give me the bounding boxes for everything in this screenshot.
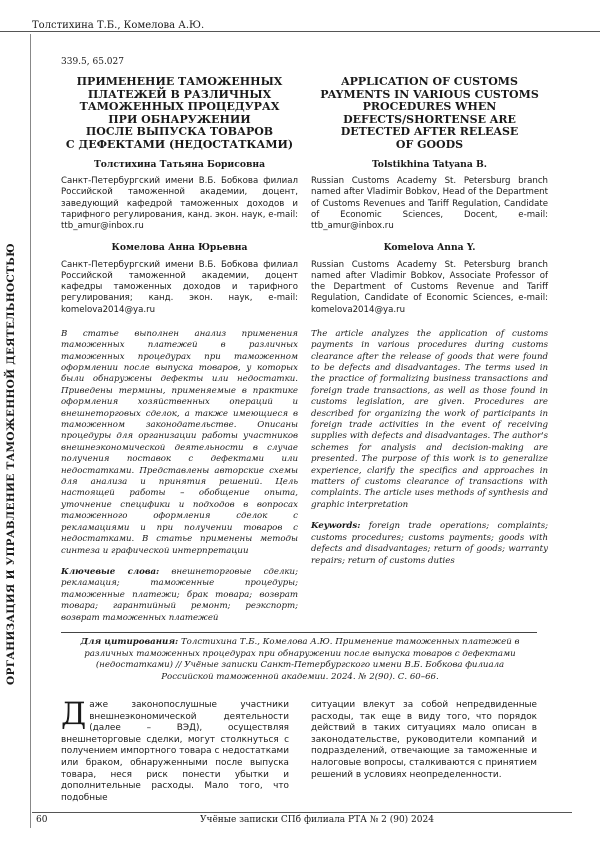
en-title: APPLICATION OF CUSTOMS PAYMENTS IN VARIOUS CUSTOMS PROCEDURES WHEN DEFECTS/SHORTENSE ARE DETECTED AFTER RELEASE OF GOODS [320,75,539,151]
journal-footer: Учёные записки СПб филиала РТА № 2 (90) 2024 [200,815,434,825]
running-head: Толстихина Т.Б., Комелова А.Ю. [32,20,205,31]
en-column [311,76,548,567]
ru-title: ПРИМЕНЕНИЕ ТАМОЖЕННЫХ ПЛАТЕЖЕЙ В РАЗЛИЧНЫХ ТАМОЖЕННЫХ ПРОЦЕДУРАХ ПРИ ОБНАРУЖЕНИИ ПОСЛЕ ВЫПУСКА ТОВАРОВ С ДЕФЕКТАМИ (НЕДОСТАТКАМИ) [65,75,294,151]
ru-affiliation-2: Санкт-Петербургский имени В.Б. Бобкова филиал Российской таможенной академии, доцент кафедры таможенных доходов и тарифного регулирования; канд. экон. наук, e-mail: komelova2014@ya.ru [61,259,298,315]
ru-author-1: Толстихина Татьяна Борисовна [93,158,266,170]
ru-keywords-label: Ключевые слова: [61,566,160,577]
section-sidebar [0,34,31,828]
top-rule [0,31,600,32]
body-text-2: ситуации влекут за собой непредвиденные расходы, так еще в виду того, что порядок действий в таких ситуациях мало описан в законодательстве, руководители компаний и подразделений, отвечающие за таможенные и налоговые вопросы, сталкиваются с принятием решений в условиях неопределенности. [311,700,537,780]
bottom-rule [32,812,572,813]
ru-keywords [61,567,298,624]
ru-author-2: Комелова Анна Юрьевна [111,242,248,254]
en-abstract: The article analyzes the application of customs payments in various procedures during customs clearance after the release of goods that were found to be defects and disadvantages. The terms used in the practice of formalizing business transactions and foreign trade transactions, as well as those found in customs legislation, are given. Procedures are described for organizing the work of participants in foreign trade activities in the event of receiving supplies with defects and disadvantages. The author's schemes for analysis and decision-making are presented. The purpose of this work is to generalize experience, clarify the specifics and approaches in matters of customs clearance of transactions with complaints. The article uses methods of synthesis and graphic interpretation [311,328,548,510]
en-affiliation-1: Russian Customs Academy St. Petersburg branch named after Vladimir Bobkov, Head of the Department of Customs Revenues and Tariff Regulation, Candidate of Economic Sciences, Docent, e-mail: ttb_amur@inbox.ru [311,176,548,231]
en-author-2: Komelova Anna Y. [383,242,476,254]
citation-text: Толстихина Т.Б., Комелова А.Ю. Применение таможенных платежей в различных таможенных процедурах при обнаружении после выпуска товаров с дефектами (недостатками) // Учёные записки Санкт-Петербургского имени В.Б. Бобкова филиала Российской таможенной академии. 2024. № 2(90). С. 60–66. [84,637,520,682]
page-number: 60 [36,815,48,825]
udc-code: 339.5, 65.027 [61,57,124,67]
citation-block [75,637,525,683]
citation-label: Для цитирования: [80,637,179,647]
en-keywords [311,521,548,567]
ru-affiliation-1: Санкт-Петербургский имени В.Б. Бобкова филиал Российской таможенной академии, доцент, заведующий кафедрой таможенных доходов и тарифного регулирования, канд. экон. наук, e-mail: ttb_amur@inbox.ru [61,176,298,231]
citation-rule [61,632,537,633]
drop-cap: Д [61,696,87,732]
en-author-1: Tolstikhina Tatyana B. [372,158,487,170]
body-column-1 [61,696,289,804]
body-text-1: аже законопослушные участники внешнеэкономической деятельности (далее – ВЭД), осуществляя внешнеторговые сделки, могут столкнуться с получением импортного товара с недостатками или браком, обнаруженными после выпуска товара, неся риск понести убытки и дополнительные расходы. Мало того, что подобные [61,700,289,803]
ru-keywords-text: внешнеторговые сделки; рекламация; таможенные процедуры; таможенные платежи; брак товара; возврат товара; гарантийный ремонт; реэкспорт; возврат таможенных платежей [61,566,298,623]
en-affiliation-2: Russian Customs Academy St. Petersburg branch named after Vladimir Bobkov, Associate Professor of the Department of Customs Revenue and Tariff Regulation, Candidate of Economic Sciences, e-mail: komelova2014@ya.ru [311,259,548,315]
ru-abstract: В статье выполнен анализ применения таможенных платежей в различных таможенных процедурах при таможенном оформлении после выпуска товаров, у которых были обнаружены дефекты или недостатки. Приведены термины, применяемые в практике оформления хозяйственных операций и внешнеторговых сделок, а также имеющиеся в таможенном законодательстве. Описаны процедуры для организации работы участников внешнеэкономической деятельности в случае получения поставок с дефектами или недостатками. Представлены авторские схемы для анализа и принятия решений. Цель настоящей работы – обобщение опыта, уточнение специфики и подходов в вопросах таможенного оформления сделок с рекламациями и при получении товаров с недостатками. В статье применены методы синтеза и графической интерпретации [61,328,298,556]
section-title: ОРГАНИЗАЦИЯ И УПРАВЛЕНИЕ ТАМОЖЕННОЙ ДЕЯТЕЛЬНОСТЬЮ [5,243,17,685]
en-keywords-text: foreign trade operations; complaints; customs procedures; customs payments; goods with defects and disadvantages; return of goods; warranty repairs; return of customs duties [311,521,549,566]
ru-column [61,76,298,624]
body-column-2 [311,700,537,781]
en-keywords-label: Keywords: [311,521,361,532]
